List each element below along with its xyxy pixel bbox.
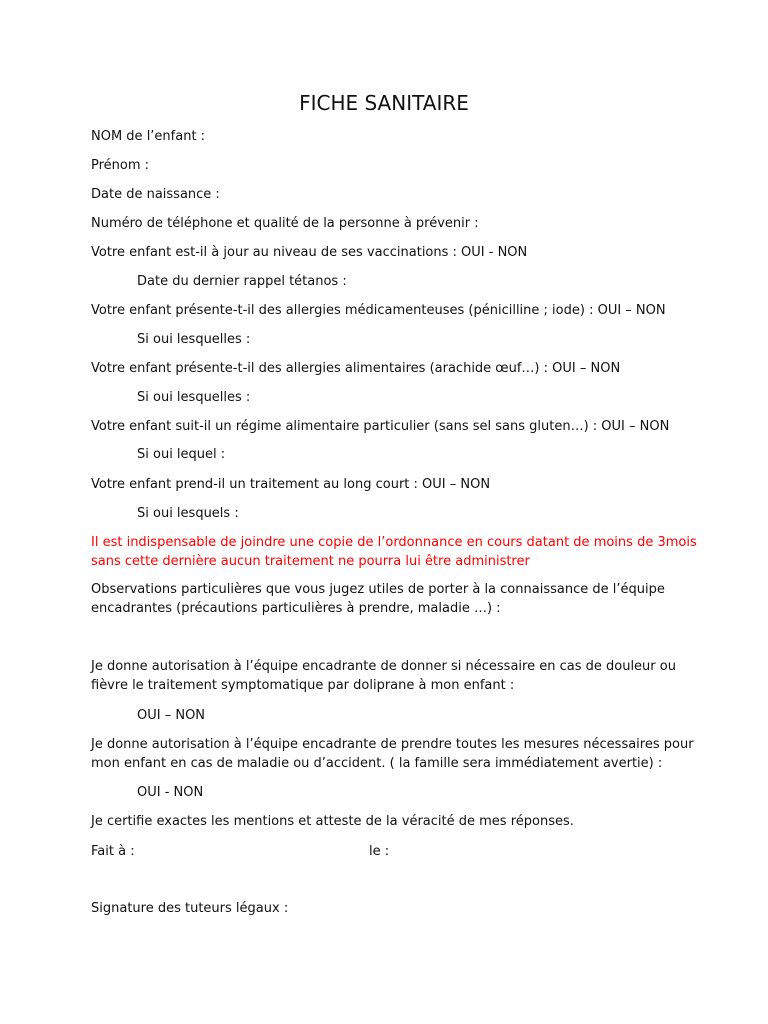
question-allergies-alimentaires: Votre enfant présente-t-il des allergies alimentaires (arachide œuf…) : OUI – NON [91,361,621,376]
warning-ordonnance-line-1: Il est indispensable de joindre une copie de l’ordonnance en cours datant de moins de 3mois [91,535,697,550]
certification-statement: Je certifie exactes les mentions et atteste de la véracité de mes réponses. [91,814,574,829]
field-signature-tuteurs: Signature des tuteurs légaux : [91,901,289,916]
observations-line-1: Observations particulières que vous jugez utiles de porter à la connaissance de l’équipe [91,582,665,597]
question-regime-alimentaire: Votre enfant suit-il un régime alimentaire particulier (sans sel sans gluten…) : OUI – NON [91,419,670,434]
field-nom-enfant: NOM de l’enfant : [91,129,206,144]
choice-oui-non-mesures: OUI - NON [137,785,204,800]
field-prenom: Prénom : [91,158,150,173]
field-rappel-tetanos: Date du dernier rappel tétanos : [137,274,347,289]
field-si-oui-lequel: Si oui lequel : [137,447,226,462]
autorisation-doliprane-line-1: Je donne autorisation à l’équipe encadrante de donner si nécessaire en cas de douleur ou [91,659,676,674]
question-vaccinations: Votre enfant est-il à jour au niveau de ses vaccinations : OUI - NON [91,245,528,260]
choice-oui-non-doliprane: OUI – NON [137,708,206,723]
autorisation-doliprane-line-2: fièvre le traitement symptomatique par doliprane à mon enfant : [91,678,515,693]
field-le-date: le : [369,844,390,859]
warning-ordonnance-line-2: sans cette dernière aucun traitement ne pourra lui être administrer [91,554,530,569]
field-si-oui-lesquelles-1: Si oui lesquelles : [137,332,251,347]
field-si-oui-lesquelles-2: Si oui lesquelles : [137,390,251,405]
observations-line-2: encadrantes (précautions particulières à prendre, maladie …) : [91,601,501,616]
question-allergies-medicamenteuses: Votre enfant présente-t-il des allergies médicamenteuses (pénicilline ; iode) : OUI – NON [91,303,666,318]
field-fait-a: Fait à : [91,844,135,859]
field-date-naissance: Date de naissance : [91,187,220,202]
field-telephone: Numéro de téléphone et qualité de la personne à prévenir : [91,216,479,231]
autorisation-mesures-line-2: mon enfant en cas de maladie ou d’accident. ( la famille sera immédiatement avertie) : [91,756,663,771]
document-title: FICHE SANITAIRE [299,91,469,115]
autorisation-mesures-line-1: Je donne autorisation à l’équipe encadrante de prendre toutes les mesures nécessaires pour [91,737,694,752]
field-si-oui-lesquels: Si oui lesquels : [137,506,239,521]
question-traitement: Votre enfant prend-il un traitement au long court : OUI – NON [91,477,491,492]
